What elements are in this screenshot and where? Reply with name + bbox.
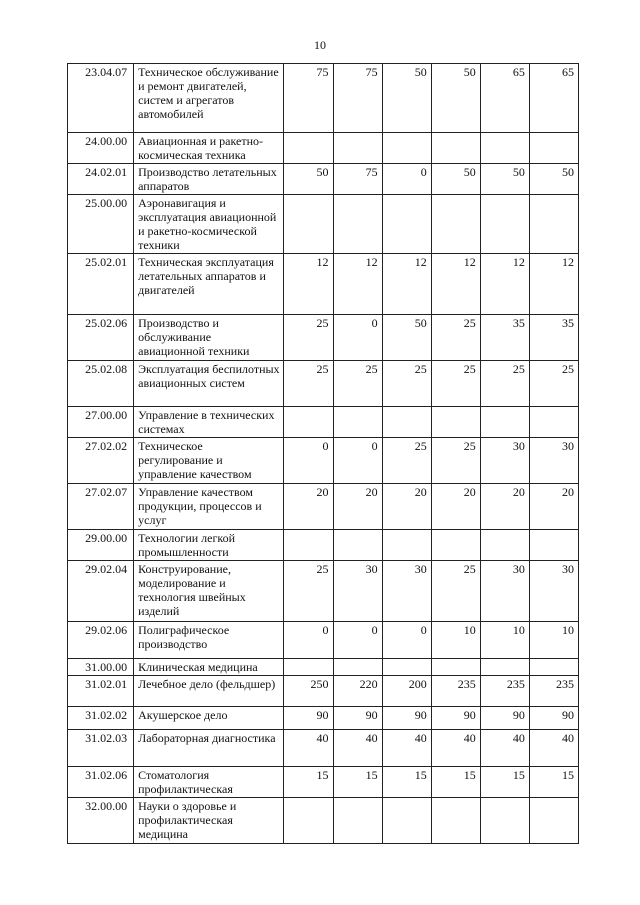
table-row [68, 195, 579, 254]
row-value: 0 [284, 622, 333, 659]
row-value [333, 798, 382, 844]
row-value [333, 407, 382, 438]
row-name: Клиническая медицина [134, 659, 284, 676]
row-value: 15 [529, 767, 578, 798]
table-row [68, 407, 579, 438]
row-value: 235 [529, 676, 578, 707]
row-code: 31.02.01 [68, 676, 134, 707]
row-value: 30 [333, 561, 382, 622]
row-name: Производство и обслуживание авиационной техники [134, 315, 284, 361]
row-value: 250 [284, 676, 333, 707]
row-code: 27.00.00 [68, 407, 134, 438]
row-value [431, 407, 480, 438]
table-row [68, 164, 579, 195]
row-value: 0 [382, 164, 431, 195]
table-row [68, 798, 579, 844]
row-code: 27.02.02 [68, 438, 134, 484]
row-value: 40 [333, 730, 382, 767]
row-value: 25 [284, 315, 333, 361]
row-name: Полиграфическое производство [134, 622, 284, 659]
row-value [480, 133, 529, 164]
table-row [68, 622, 579, 659]
table-row [68, 438, 579, 484]
row-value: 35 [480, 315, 529, 361]
row-value: 20 [284, 484, 333, 530]
row-value [284, 133, 333, 164]
table-row [68, 561, 579, 622]
row-value [382, 530, 431, 561]
row-value: 235 [431, 676, 480, 707]
row-value: 0 [382, 622, 431, 659]
row-value: 12 [480, 254, 529, 315]
row-value: 20 [480, 484, 529, 530]
row-value: 0 [284, 438, 333, 484]
row-name: Акушерское дело [134, 707, 284, 730]
row-code: 29.02.06 [68, 622, 134, 659]
row-value: 10 [480, 622, 529, 659]
table-body [68, 64, 579, 844]
row-name: Эксплуатация беспилотных авиационных систем [134, 361, 284, 407]
row-value: 25 [480, 361, 529, 407]
row-value: 30 [480, 438, 529, 484]
row-value [382, 659, 431, 676]
row-value: 25 [431, 361, 480, 407]
row-value [529, 195, 578, 254]
row-value: 0 [333, 315, 382, 361]
row-value: 75 [333, 164, 382, 195]
row-value: 235 [480, 676, 529, 707]
row-value: 20 [382, 484, 431, 530]
row-value [284, 798, 333, 844]
row-name: Техническое обслуживание и ремонт двигателей, систем и агрегатов автомобилей [134, 64, 284, 133]
row-code: 31.02.02 [68, 707, 134, 730]
specialties-table [67, 63, 579, 844]
row-value: 65 [480, 64, 529, 133]
row-value: 15 [480, 767, 529, 798]
table-row [68, 676, 579, 707]
row-value: 30 [529, 561, 578, 622]
row-value: 40 [431, 730, 480, 767]
row-name: Производство летательных аппаратов [134, 164, 284, 195]
table-row [68, 361, 579, 407]
row-name: Конструирование, моделирование и технология швейных изделий [134, 561, 284, 622]
row-name: Техническая эксплуатация летательных аппаратов и двигателей [134, 254, 284, 315]
row-value [284, 407, 333, 438]
row-value: 90 [284, 707, 333, 730]
row-value: 90 [431, 707, 480, 730]
row-value: 75 [333, 64, 382, 133]
row-value [529, 798, 578, 844]
row-value: 40 [529, 730, 578, 767]
row-value: 65 [529, 64, 578, 133]
row-value: 12 [431, 254, 480, 315]
row-code: 25.02.08 [68, 361, 134, 407]
row-value: 15 [382, 767, 431, 798]
row-value: 12 [382, 254, 431, 315]
row-value: 10 [431, 622, 480, 659]
table-row [68, 767, 579, 798]
table-row [68, 484, 579, 530]
row-code: 25.00.00 [68, 195, 134, 254]
table-row [68, 64, 579, 133]
table-row [68, 133, 579, 164]
row-value [529, 530, 578, 561]
row-value: 25 [284, 561, 333, 622]
row-name: Технологии легкой промышленности [134, 530, 284, 561]
row-value: 12 [529, 254, 578, 315]
row-value: 12 [284, 254, 333, 315]
row-name: Управление качеством продукции, процессов и услуг [134, 484, 284, 530]
row-code: 29.02.04 [68, 561, 134, 622]
row-value: 75 [284, 64, 333, 133]
row-value: 25 [284, 361, 333, 407]
row-value [333, 659, 382, 676]
row-code: 25.02.01 [68, 254, 134, 315]
row-name: Техническое регулирование и управление качеством [134, 438, 284, 484]
row-name: Стоматология профилактическая [134, 767, 284, 798]
row-value [284, 530, 333, 561]
row-value: 25 [431, 561, 480, 622]
row-value [480, 195, 529, 254]
row-value: 25 [333, 361, 382, 407]
row-value [480, 530, 529, 561]
row-value: 40 [480, 730, 529, 767]
row-value: 200 [382, 676, 431, 707]
row-value: 15 [284, 767, 333, 798]
row-value: 50 [284, 164, 333, 195]
row-value [431, 798, 480, 844]
row-value: 50 [431, 64, 480, 133]
row-value [284, 195, 333, 254]
row-value [480, 407, 529, 438]
row-value: 50 [480, 164, 529, 195]
row-code: 29.00.00 [68, 530, 134, 561]
row-value: 0 [333, 622, 382, 659]
row-value [480, 798, 529, 844]
row-value: 30 [529, 438, 578, 484]
row-value [431, 530, 480, 561]
row-name: Аэронавигация и эксплуатация авиационной и ракетно-космической техники [134, 195, 284, 254]
row-value: 35 [529, 315, 578, 361]
row-name: Управление в технических системах [134, 407, 284, 438]
table-row [68, 707, 579, 730]
row-code: 31.02.06 [68, 767, 134, 798]
row-code: 24.00.00 [68, 133, 134, 164]
row-value: 15 [431, 767, 480, 798]
row-value [333, 195, 382, 254]
row-value: 40 [284, 730, 333, 767]
row-value: 25 [382, 361, 431, 407]
row-value [333, 530, 382, 561]
row-value: 25 [431, 315, 480, 361]
row-value: 25 [529, 361, 578, 407]
table-row [68, 530, 579, 561]
row-value [529, 133, 578, 164]
row-value: 15 [333, 767, 382, 798]
row-value: 0 [333, 438, 382, 484]
row-name: Лабораторная диагностика [134, 730, 284, 767]
row-value [333, 133, 382, 164]
row-value: 25 [382, 438, 431, 484]
table-row [68, 730, 579, 767]
row-value [284, 659, 333, 676]
row-value [480, 659, 529, 676]
table-row [68, 659, 579, 676]
table-row [68, 315, 579, 361]
row-value [382, 407, 431, 438]
row-value: 90 [529, 707, 578, 730]
row-code: 23.04.07 [68, 64, 134, 133]
row-value [431, 133, 480, 164]
row-value: 50 [529, 164, 578, 195]
row-value: 20 [529, 484, 578, 530]
row-name: Науки о здоровье и профилактическая медицина [134, 798, 284, 844]
page-number: 10 [314, 38, 326, 52]
row-name: Лечебное дело (фельдшер) [134, 676, 284, 707]
row-value [382, 798, 431, 844]
row-value: 90 [480, 707, 529, 730]
row-value [431, 659, 480, 676]
row-value: 50 [431, 164, 480, 195]
row-value [382, 195, 431, 254]
row-value: 40 [382, 730, 431, 767]
row-value [529, 407, 578, 438]
row-name: Авиационная и ракетно-космическая техника [134, 133, 284, 164]
row-value: 30 [382, 561, 431, 622]
row-value: 20 [333, 484, 382, 530]
row-value: 90 [333, 707, 382, 730]
row-code: 25.02.06 [68, 315, 134, 361]
row-value [382, 133, 431, 164]
row-value: 12 [333, 254, 382, 315]
row-value [431, 195, 480, 254]
table-row [68, 254, 579, 315]
row-value: 90 [382, 707, 431, 730]
row-code: 31.02.03 [68, 730, 134, 767]
row-code: 24.02.01 [68, 164, 134, 195]
row-code: 32.00.00 [68, 798, 134, 844]
row-value: 20 [431, 484, 480, 530]
row-value: 25 [431, 438, 480, 484]
row-value: 10 [529, 622, 578, 659]
row-code: 31.00.00 [68, 659, 134, 676]
row-value: 50 [382, 315, 431, 361]
row-value [529, 659, 578, 676]
row-value: 30 [480, 561, 529, 622]
row-value: 50 [382, 64, 431, 133]
row-value: 220 [333, 676, 382, 707]
row-code: 27.02.07 [68, 484, 134, 530]
